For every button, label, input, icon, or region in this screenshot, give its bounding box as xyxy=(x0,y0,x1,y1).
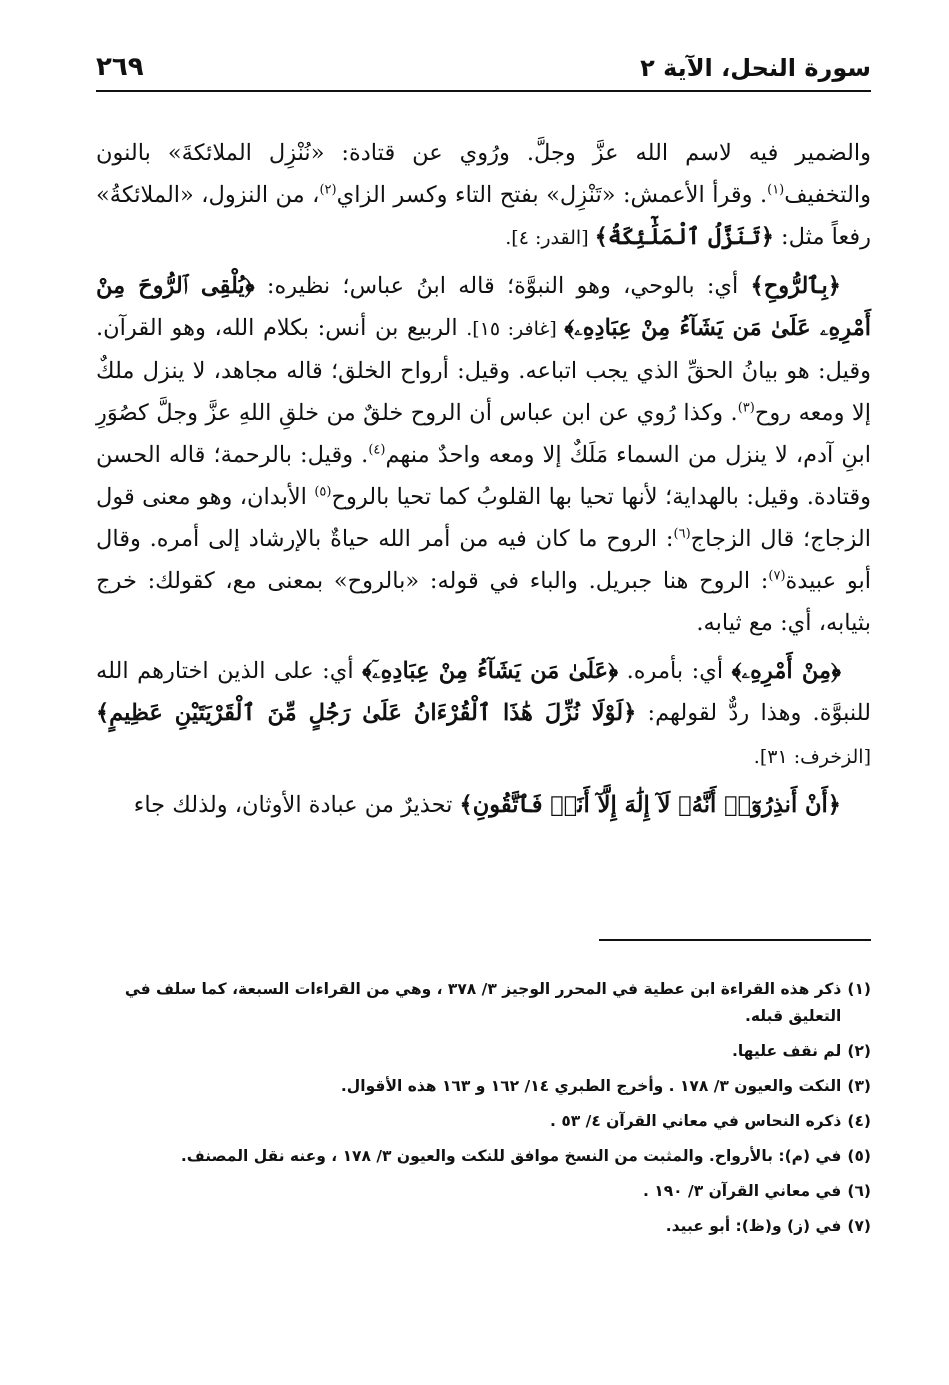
text-run: أي: بأمره. xyxy=(618,658,732,684)
surah-reference: [القدر: ٤]. xyxy=(505,227,595,249)
footnote xyxy=(96,976,871,1030)
quran-quote: ﴿تَنَزَّلُ ٱلْمَلَٰٓئِكَةُ﴾ xyxy=(594,224,774,250)
footnote-number: (٦) xyxy=(847,1182,871,1200)
main-text xyxy=(96,132,871,832)
footnote-number: (٥) xyxy=(847,1147,871,1165)
text-run: أي: على الذين اختارهم الله للنبوَّة. وهذا ردٌّ لقولهم: xyxy=(96,658,871,726)
footnote-marker: (٢) xyxy=(319,182,337,198)
text-run: الربيع بن أنس: بكلام الله، وهو القرآن. وقيل: هو بيانُ الحقِّ الذي يجب اتباعه. وقيل: أرواح الخلق؛ قاله مجاهد، لا ينزل ملكٌ إلا ومعه روح xyxy=(96,315,871,426)
footnote-marker: (٦) xyxy=(673,526,691,542)
footnote-number: (٢) xyxy=(847,1042,871,1060)
footnote-marker: (١) xyxy=(767,182,785,198)
footnote-text: النكت والعيون ٣/ ١٧٨ . وأخرج الطبري ١٤/ ١٦٢ و ١٦٣ هذه الأقوال. xyxy=(340,1077,842,1095)
footnote-marker: (٥) xyxy=(314,484,332,500)
text-run: . وكذا رُوي عن ابن عباس أن الروح خلقٌ من خلقِ اللهِ عزَّ وجلَّ كصُوَرِ ابنِ آدم، لا ينزل من السماء مَلَكٌ إلا ومعه واحدٌ منهم xyxy=(96,400,872,468)
footnote xyxy=(96,1213,871,1240)
running-title: سورة النحل، الآية ٢ xyxy=(640,54,871,82)
footnote-text: في (م): بالأرواح. والمثبت من النسخ موافق للنكت والعيون ٣/ ١٧٨ ، وعنه نقل المصنف. xyxy=(180,1147,842,1165)
text-run: : الروح هنا جبريل. والباء في قوله: «بالروح» بمعنى مع، كقولك: خرج بثيابه، أي: مع ثيابه. xyxy=(96,568,871,636)
quran-quote: ﴿مِنْ أَمْرِهِۦ﴾ xyxy=(731,658,841,684)
footnote-separator xyxy=(599,939,871,941)
footnote xyxy=(96,1038,871,1065)
surah-reference: [الزخرف: ٣١]. xyxy=(753,746,871,768)
footnote xyxy=(96,1073,871,1100)
footnote-marker: (٣) xyxy=(737,400,755,416)
footnote-text: ذكره النحاس في معاني القرآن ٤/ ٥٣ . xyxy=(550,1112,842,1130)
footnote-text: ذكر هذه القراءة ابن عطية في المحرر الوجيز ٣/ ٣٧٨ ، وهي من القراءات السبعة، كما سلف في التعليق قبله. xyxy=(124,980,842,1025)
page-header xyxy=(96,50,871,92)
quran-quote: ﴿بِٱلرُّوحِ﴾ xyxy=(750,273,841,299)
footnote-number: (٧) xyxy=(847,1217,871,1235)
text-run: أي: بالوحي، وهو النبوَّة؛ قاله ابنُ عباس؛ نظيره: xyxy=(254,273,751,299)
paragraph xyxy=(96,784,871,826)
text-run: . وقرأ الأعمش: «تَنْزِل» بفتح التاء وكسر الزاي xyxy=(336,182,768,208)
text-run: الأبدان، وهو معنى قول الزجاج؛ قال الزجاج xyxy=(96,484,871,552)
footnote-marker: (٧) xyxy=(768,568,786,584)
paragraph xyxy=(96,132,871,259)
paragraph xyxy=(96,650,871,778)
quran-quote: ﴿عَلَىٰ مَن يَشَآءُ مِنْ عِبَادِهِۦٓ﴾ xyxy=(362,658,619,684)
quran-quote: ﴿يُلْقِى ٱلرُّوحَ مِنْ أَمْرِهِۦ عَلَىٰ مَن يَشَآءُ مِنْ عِبَادِهِۦ﴾ xyxy=(96,273,872,341)
text-run: : الروح ما كان فيه من أمر الله حياةٌ بالإرشاد إلى أمره. وقال أبو عبيدة xyxy=(96,526,871,594)
text-run: ، من النزول، «الملائكةُ» رفعاً مثل: xyxy=(96,182,871,250)
footnote-number: (٣) xyxy=(847,1077,871,1095)
text-run: تحذيرٌ من عبادة الأوثان، ولذلك جاء xyxy=(133,792,460,818)
footnote xyxy=(96,1108,871,1135)
paragraph xyxy=(96,265,871,644)
quran-quote: ﴿لَوْلَا نُزِّلَ هَٰذَا ٱلْقُرْءَانُ عَلَىٰ رَجُلٍ مِّنَ ٱلْقَرْيَتَيْنِ عَظِيمٍ﴾ xyxy=(96,700,637,726)
footnote-text: لم نقف عليها. xyxy=(731,1042,842,1060)
footnotes xyxy=(96,976,871,1248)
surah-reference: [غافر: ١٥]. xyxy=(466,318,565,340)
footnote-marker: (٤) xyxy=(368,442,386,458)
page-number: ٢٦٩ xyxy=(96,52,144,82)
footnote-text: في (ز) و(ظ): أبو عبيد. xyxy=(665,1217,842,1235)
footnote xyxy=(96,1178,871,1205)
footnote-number: (٤) xyxy=(847,1112,871,1130)
footnote xyxy=(96,1143,871,1170)
footnote-number: (١) xyxy=(847,980,871,998)
quran-quote: ﴿أَنْ أَنذِرُوٓا۟ أَنَّهُۥ لَآ إِلَٰهَ إِلَّآ أَنَا۠ فَٱتَّقُونِ﴾ xyxy=(459,792,841,818)
text-run: والضمير فيه لاسم الله عزَّ وجلَّ. ورُوي عن قتادة: «نُنْزِل الملائكةَ» بالنون والتخفيف xyxy=(96,140,871,208)
footnote-text: في معاني القرآن ٣/ ١٩٠ . xyxy=(642,1182,842,1200)
text-run: . وقيل: بالرحمة؛ قاله الحسن وقتادة. وقيل: بالهداية؛ لأنها تحيا بها القلوبُ كما تحيا بالروح xyxy=(96,442,871,510)
